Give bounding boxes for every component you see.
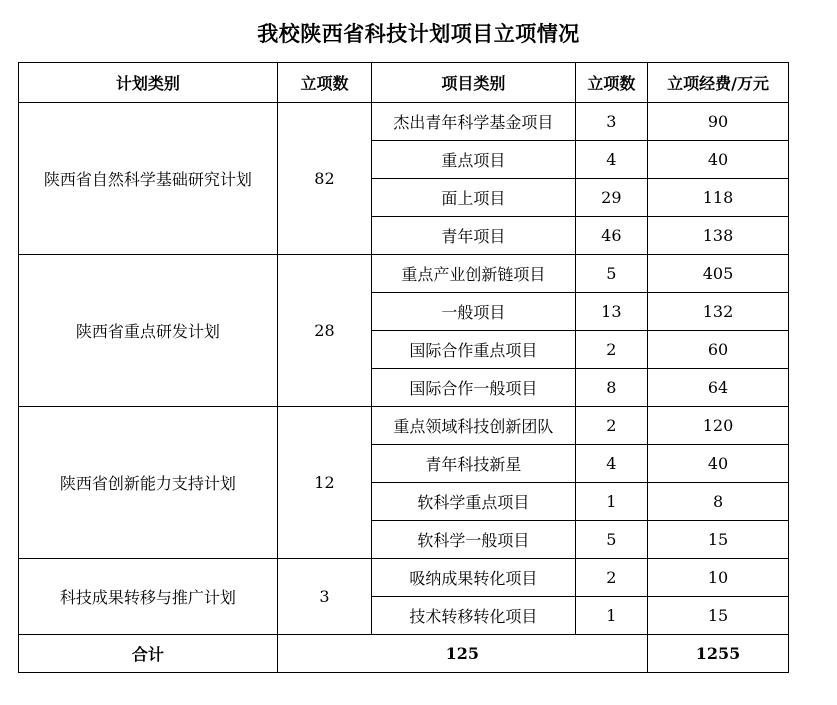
project-type-cell: 一般项目 bbox=[372, 293, 575, 331]
total-row bbox=[19, 635, 789, 673]
plan-category-cell: 陕西省创新能力支持计划 bbox=[19, 407, 278, 559]
project-count-cell: 2 bbox=[575, 559, 647, 597]
funding-cell: 15 bbox=[648, 521, 789, 559]
plan-count-cell: 12 bbox=[277, 407, 372, 559]
funding-cell: 90 bbox=[648, 103, 789, 141]
funding-cell: 40 bbox=[648, 445, 789, 483]
table-row bbox=[19, 559, 789, 597]
project-count-cell: 4 bbox=[575, 445, 647, 483]
project-type-cell: 重点产业创新链项目 bbox=[372, 255, 575, 293]
project-type-cell: 国际合作一般项目 bbox=[372, 369, 575, 407]
table-row bbox=[19, 103, 789, 141]
plan-category-cell: 陕西省自然科学基础研究计划 bbox=[19, 103, 278, 255]
project-count-cell: 2 bbox=[575, 407, 647, 445]
project-stats-table bbox=[18, 62, 789, 673]
page-title: 我校陕西省科技计划项目立项情况 bbox=[257, 22, 580, 46]
project-count-cell: 4 bbox=[575, 141, 647, 179]
plan-category-cell: 科技成果转移与推广计划 bbox=[19, 559, 278, 635]
plan-count-cell: 3 bbox=[277, 559, 372, 635]
project-type-cell: 面上项目 bbox=[372, 179, 575, 217]
total-label: 合计 bbox=[19, 635, 278, 673]
project-count-cell: 2 bbox=[575, 331, 647, 369]
project-type-cell: 技术转移转化项目 bbox=[372, 597, 575, 635]
project-count-cell: 46 bbox=[575, 217, 647, 255]
funding-cell: 60 bbox=[648, 331, 789, 369]
header-plan-category: 计划类别 bbox=[19, 63, 278, 103]
project-count-cell: 3 bbox=[575, 103, 647, 141]
funding-cell: 132 bbox=[648, 293, 789, 331]
funding-cell: 8 bbox=[648, 483, 789, 521]
project-type-cell: 国际合作重点项目 bbox=[372, 331, 575, 369]
plan-category-cell: 陕西省重点研发计划 bbox=[19, 255, 278, 407]
plan-count-cell: 82 bbox=[277, 103, 372, 255]
funding-cell: 15 bbox=[648, 597, 789, 635]
funding-cell: 118 bbox=[648, 179, 789, 217]
project-count-cell: 5 bbox=[575, 255, 647, 293]
project-type-cell: 重点领域科技创新团队 bbox=[372, 407, 575, 445]
funding-cell: 10 bbox=[648, 559, 789, 597]
project-count-cell: 1 bbox=[575, 597, 647, 635]
table-row bbox=[19, 255, 789, 293]
project-count-cell: 29 bbox=[575, 179, 647, 217]
funding-cell: 40 bbox=[648, 141, 789, 179]
funding-cell: 405 bbox=[648, 255, 789, 293]
header-project-category: 项目类别 bbox=[372, 63, 575, 103]
project-count-cell: 1 bbox=[575, 483, 647, 521]
table-row bbox=[19, 407, 789, 445]
project-type-cell: 杰出青年科学基金项目 bbox=[372, 103, 575, 141]
funding-cell: 120 bbox=[648, 407, 789, 445]
header-plan-count: 立项数 bbox=[277, 63, 372, 103]
project-type-cell: 青年项目 bbox=[372, 217, 575, 255]
project-type-cell: 重点项目 bbox=[372, 141, 575, 179]
project-type-cell: 吸纳成果转化项目 bbox=[372, 559, 575, 597]
header-project-count: 立项数 bbox=[575, 63, 647, 103]
project-count-cell: 5 bbox=[575, 521, 647, 559]
project-count-cell: 8 bbox=[575, 369, 647, 407]
funding-cell: 64 bbox=[648, 369, 789, 407]
project-type-cell: 软科学重点项目 bbox=[372, 483, 575, 521]
funding-cell: 138 bbox=[648, 217, 789, 255]
header-funding: 立项经费/万元 bbox=[648, 63, 789, 103]
total-funding: 1255 bbox=[648, 635, 789, 673]
table-header-row bbox=[19, 63, 789, 103]
project-type-cell: 软科学一般项目 bbox=[372, 521, 575, 559]
plan-count-cell: 28 bbox=[277, 255, 372, 407]
project-count-cell: 13 bbox=[575, 293, 647, 331]
project-type-cell: 青年科技新星 bbox=[372, 445, 575, 483]
total-projects: 125 bbox=[277, 635, 647, 673]
